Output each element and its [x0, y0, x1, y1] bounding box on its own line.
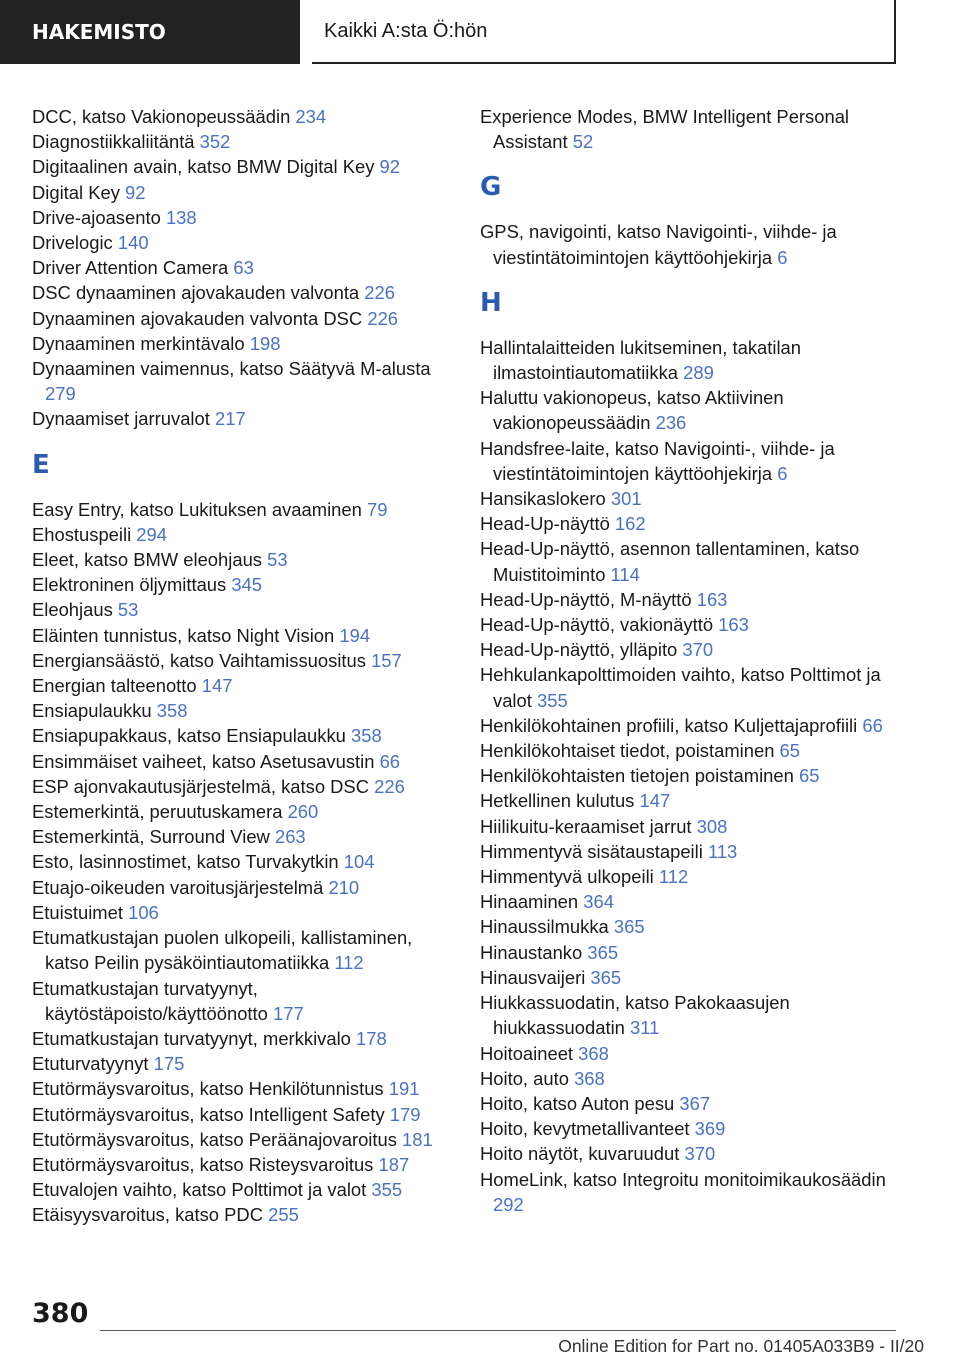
- section-heading: [312, 0, 896, 64]
- index-entry-term: Esto, lasinnostimet, katso Turvakytkin: [32, 851, 339, 873]
- index-entry-page-link[interactable]: 364: [583, 891, 614, 913]
- index-entry-term: Head-Up-näyttö, vakionäyttö: [480, 614, 714, 636]
- index-entry: [32, 1102, 452, 1127]
- index-entry: [480, 1066, 900, 1091]
- index-entry: [32, 875, 452, 900]
- index-entry-page-link[interactable]: 234: [295, 106, 327, 127]
- index-entry: [480, 965, 900, 990]
- page-number: 380: [32, 1298, 89, 1329]
- index-entry-page-link[interactable]: 140: [117, 232, 149, 254]
- index-entry: [32, 547, 452, 572]
- index-entry-term: Dynaaminen merkintävalo: [32, 332, 245, 354]
- index-entry-page-link[interactable]: 106: [128, 901, 159, 923]
- index-entry-page-link[interactable]: 308: [696, 815, 728, 837]
- index-entry-page-link[interactable]: 147: [639, 790, 671, 812]
- index-entry: [480, 1091, 900, 1116]
- index-entry-page-link[interactable]: 175: [153, 1053, 185, 1075]
- index-entry-page-link[interactable]: 368: [574, 1067, 605, 1089]
- index-entry: [32, 154, 452, 179]
- index-entry: [480, 839, 900, 864]
- index-entry-term: Hallintalaitteiden lukitseminen, takatilan ilmastointiautomatiikka: [480, 336, 801, 384]
- index-entry-page-link[interactable]: 226: [374, 775, 405, 797]
- index-entry-term: Digital Key: [32, 181, 120, 203]
- index-entry-term: Hoito, auto: [480, 1067, 569, 1089]
- index-entry-page-link[interactable]: 292: [493, 1193, 524, 1215]
- index-entry: [32, 1076, 452, 1101]
- index-entry-page-link[interactable]: 6: [777, 462, 788, 484]
- index-entry-page-link[interactable]: 358: [156, 700, 188, 722]
- index-letter-heading: G: [480, 172, 502, 203]
- index-entry-page-link[interactable]: 179: [389, 1103, 421, 1125]
- index-entry-term: Hinausvaijeri: [480, 966, 586, 988]
- index-entry: [480, 612, 900, 637]
- index-entry-term: Henkilökohtaisten tietojen poistaminen: [480, 765, 794, 787]
- index-entry: [480, 990, 900, 1040]
- index-entry-page-link[interactable]: 53: [117, 599, 139, 621]
- index-entry-term: Hinaussilmukka: [480, 916, 609, 938]
- index-entry: [480, 536, 900, 586]
- index-entry: [480, 637, 900, 662]
- index-entry-term: Hetkellinen kulutus: [480, 790, 635, 812]
- index-entry-term: Hoito, katso Auton pesu: [480, 1092, 675, 1114]
- index-entry-page-link[interactable]: 112: [658, 866, 689, 888]
- index-entry-page-link[interactable]: 294: [136, 523, 167, 545]
- index-entry-page-link[interactable]: 191: [388, 1078, 420, 1100]
- index-entry: [480, 219, 900, 269]
- index-entry: [32, 597, 452, 622]
- index-entry: [480, 1141, 900, 1166]
- index-entry-term: Driver Attention Camera: [32, 257, 229, 279]
- index-entry: [480, 814, 900, 839]
- index-entry: [480, 738, 900, 763]
- index-entry-term: Himmentyvä sisätaustapeili: [480, 840, 703, 862]
- index-entry: [32, 648, 452, 673]
- index-entry-page-link[interactable]: 92: [379, 156, 401, 178]
- index-entry-term: Etumatkustajan turvatyynyt, merkkivalo: [32, 1027, 351, 1049]
- index-entry-term: Henkilökohtainen profiili, katso Kuljettajaprofiili: [480, 714, 858, 736]
- index-entry-page-link[interactable]: 345: [231, 574, 263, 596]
- index-entry: [480, 763, 900, 788]
- index-entry-term: Ensiapulaukku: [32, 700, 152, 722]
- index-entry-term: Estemerkintä, Surround View: [32, 826, 270, 848]
- index-entry-term: DSC dynaaminen ajovakauden valvonta: [32, 282, 360, 304]
- index-entry-term: Etuturvatyynyt: [32, 1053, 149, 1075]
- index-entry: [480, 385, 900, 435]
- index-entry-term: Estemerkintä, peruutuskamera: [32, 801, 283, 823]
- index-entry: [32, 306, 452, 331]
- index-entry-page-link[interactable]: 355: [536, 689, 568, 711]
- index-entry-page-link[interactable]: 177: [273, 1002, 304, 1024]
- index-entry: [32, 572, 452, 597]
- index-entry: [32, 749, 452, 774]
- index-entry-term: GPS, navigointi, katso Navigointi-, viihde- ja viestintätoimintojen käyttöohjekirja: [480, 221, 837, 268]
- index-column-right: [480, 104, 900, 1217]
- index-entry-page-link[interactable]: 162: [614, 513, 646, 535]
- index-entry-page-link[interactable]: 114: [610, 563, 640, 585]
- index-entry-term: DCC, katso Vakionopeussäädin: [32, 106, 291, 127]
- index-entry-term: Hoito näytöt, kuvaruudut: [480, 1143, 680, 1165]
- index-entry: [32, 356, 452, 406]
- index-entry: [480, 104, 900, 154]
- index-entry: [32, 799, 452, 824]
- index-entry-page-link[interactable]: 52: [572, 131, 594, 153]
- index-entry: [480, 864, 900, 889]
- index-entry-term: Haluttu vakionopeus, katso Aktiivinen vakionopeussäädin: [480, 387, 784, 434]
- index-entry-term: HomeLink, katso Integroitu monitoimikaukosäädin: [480, 1168, 886, 1190]
- index-entry-page-link[interactable]: 370: [682, 639, 714, 661]
- index-entry-page-link[interactable]: 92: [125, 181, 146, 203]
- index-entry: [480, 889, 900, 914]
- index-entry: [32, 824, 452, 849]
- index-entry: [32, 698, 452, 723]
- index-entry: [480, 1116, 900, 1141]
- index-entry-term: Hiukkassuodatin, katso Pakokaasujen hiukkassuodatin: [480, 992, 790, 1039]
- index-entry-term: ESP ajonvakautusjärjestelmä, katso DSC: [32, 775, 369, 797]
- index-entry: [32, 180, 452, 205]
- index-entry-page-link[interactable]: 365: [587, 941, 619, 963]
- index-entry: [32, 1202, 452, 1227]
- index-entry-term: Etumatkustajan turvatyynyt, käytöstäpoisto/käyttöönotto: [32, 977, 268, 1024]
- index-entry-page-link[interactable]: 369: [694, 1118, 726, 1140]
- index-entry: [480, 914, 900, 939]
- index-entry-term: Hiilikuitu-keraamiset jarrut: [480, 815, 692, 837]
- index-entry-term: Head-Up-näyttö: [480, 513, 610, 535]
- index-entry-page-link[interactable]: 138: [165, 206, 197, 228]
- index-entry-term: Drive-ajoasento: [32, 206, 161, 228]
- index-entry-page-link[interactable]: 365: [590, 966, 622, 988]
- index-entry-page-link[interactable]: 279: [45, 383, 76, 405]
- index-entry-term: Dynaamiset jarruvalot: [32, 408, 210, 430]
- index-entry-term: Diagnostiikkaliitäntä: [32, 131, 195, 153]
- section-tab-label: HAKEMISTO: [32, 20, 166, 44]
- index-entry-term: Ensiapupakkaus, katso Ensiapulaukku: [32, 725, 346, 747]
- index-entry: [32, 104, 452, 129]
- index-letter-heading: E: [32, 449, 50, 480]
- index-entry-page-link[interactable]: 163: [718, 614, 749, 636]
- index-entry: [480, 788, 900, 813]
- index-entry: [32, 255, 452, 280]
- index-entry-term: Etuistuimet: [32, 901, 123, 923]
- index-entry: [32, 673, 452, 698]
- index-entry-page-link[interactable]: 367: [679, 1092, 711, 1114]
- index-entry: [32, 1177, 452, 1202]
- index-entry: [32, 774, 452, 799]
- index-entry-term: Hoitoaineet: [480, 1042, 574, 1064]
- index-entry-term: Dynaaminen ajovakauden valvonta DSC: [32, 307, 363, 329]
- index-entry-term: Energian talteenotto: [32, 675, 197, 697]
- index-entry-page-link[interactable]: 210: [328, 876, 360, 898]
- index-entry: [32, 205, 452, 230]
- index-entry-page-link[interactable]: 226: [364, 282, 395, 304]
- index-entry: [480, 662, 900, 712]
- index-entry-page-link[interactable]: 63: [233, 257, 254, 279]
- index-entry-page-link[interactable]: 217: [214, 408, 246, 430]
- index-entry-page-link[interactable]: 301: [610, 488, 642, 510]
- index-entry-page-link[interactable]: 236: [655, 412, 687, 434]
- index-entry-page-link[interactable]: 66: [862, 714, 883, 736]
- index-entry: [32, 1051, 452, 1076]
- index-entry: [32, 976, 452, 1026]
- index-entry: [32, 280, 452, 305]
- index-entry: [480, 511, 900, 536]
- index-entry-term: Etutörmäysvaroitus, katso Henkilötunnistus: [32, 1078, 384, 1100]
- index-entry: [480, 1041, 900, 1066]
- index-entry-term: Head-Up-näyttö, asennon tallentaminen, katso Muistitoiminto: [480, 538, 860, 585]
- index-entry: [32, 1127, 452, 1152]
- index-entry-page-link[interactable]: 163: [696, 588, 728, 610]
- index-entry-page-link[interactable]: 113: [707, 840, 738, 862]
- index-entry: [32, 406, 452, 431]
- index-entry-page-link[interactable]: 226: [367, 307, 399, 329]
- section-heading-label: Kaikki A:sta Ö:hön: [324, 19, 488, 42]
- index-entry-term: Hoito, kevytmetallivanteet: [480, 1118, 690, 1140]
- index-entry-page-link[interactable]: 112: [334, 952, 364, 974]
- index-entry-page-link[interactable]: 194: [339, 624, 371, 646]
- index-entry-term: Drivelogic: [32, 232, 113, 254]
- index-entry-page-link[interactable]: 157: [371, 649, 402, 671]
- index-entry-term: Etuajo-oikeuden varoitusjärjestelmä: [32, 876, 324, 898]
- index-entry-term: Handsfree-laite, katso Navigointi-, viihde- ja viestintätoimintojen käyttöohjekirja: [480, 437, 835, 484]
- index-entry-term: Hehkulankapolttimoiden vaihto, katso Polttimot ja valot: [480, 664, 881, 711]
- index-entry-term: Ehostuspeili: [32, 523, 132, 545]
- index-entry: [480, 940, 900, 965]
- index-entry-page-link[interactable]: 104: [343, 851, 375, 873]
- index-entry: [480, 436, 900, 486]
- index-entry-term: Head-Up-näyttö, ylläpito: [480, 639, 678, 661]
- index-entry-page-link[interactable]: 358: [351, 725, 382, 747]
- index-entry-page-link[interactable]: 178: [356, 1027, 387, 1049]
- index-entry-term: Henkilökohtaiset tiedot, poistaminen: [480, 740, 775, 762]
- index-entry: [32, 129, 452, 154]
- index-entry: [480, 486, 900, 511]
- index-entry: [480, 587, 900, 612]
- index-entry-page-link[interactable]: 355: [371, 1179, 403, 1201]
- index-entry-term: Himmentyvä ulkopeili: [480, 866, 654, 888]
- index-entry: [32, 849, 452, 874]
- index-entry-term: Easy Entry, katso Lukituksen avaaminen: [32, 498, 362, 520]
- index-entry: [480, 1167, 900, 1217]
- index-entry-term: Etutörmäysvaroitus, katso Risteysvaroitus: [32, 1153, 374, 1175]
- index-entry: [32, 1026, 452, 1051]
- index-entry-page-link[interactable]: 147: [201, 675, 233, 697]
- index-entry-page-link[interactable]: 368: [578, 1042, 609, 1064]
- index-entry-page-link[interactable]: 263: [274, 826, 306, 848]
- index-entry-term: Etumatkustajan puolen ulkopeili, kallistaminen, katso Peilin pysäköintiautomatiikka: [32, 927, 413, 974]
- index-entry-page-link[interactable]: 311: [630, 1017, 660, 1039]
- index-column-left: [32, 104, 452, 1228]
- index-entry-term: Hinaaminen: [480, 891, 579, 913]
- index-entry-term: Experience Modes, BMW Intelligent Personal Assistant: [480, 106, 850, 153]
- section-tab: [0, 0, 300, 64]
- index-entry-term: Elektroninen öljymittaus: [32, 574, 227, 596]
- index-entry-term: Digitaalinen avain, katso BMW Digital Key: [32, 156, 375, 178]
- index-entry-term: Ensimmäiset vaiheet, katso Asetusavustin: [32, 750, 375, 772]
- index-entry-page-link[interactable]: 198: [249, 332, 281, 354]
- footer-edition: Online Edition for Part no. 01405A033B9 - II/20: [558, 1336, 924, 1356]
- index-letter-heading: H: [480, 287, 502, 318]
- footer-divider: [100, 1330, 896, 1331]
- index-entry: [32, 497, 452, 522]
- index-entry: [32, 522, 452, 547]
- index-entry-term: Head-Up-näyttö, M-näyttö: [480, 588, 692, 610]
- index-entry-term: Etäisyysvaroitus, katso PDC: [32, 1204, 263, 1226]
- index-entry: [32, 331, 452, 356]
- index-entry-term: Energiansäästö, katso Vaihtamissuositus: [32, 649, 366, 671]
- index-entry-page-link[interactable]: 66: [379, 750, 401, 772]
- index-entry-page-link[interactable]: 352: [199, 131, 231, 153]
- index-entry-page-link[interactable]: 370: [684, 1143, 716, 1165]
- index-entry-term: Eleohjaus: [32, 599, 113, 621]
- index-entry: [32, 925, 452, 975]
- index-entry-page-link[interactable]: 79: [366, 498, 388, 520]
- index-entry-term: Eläinten tunnistus, katso Night Vision: [32, 624, 335, 646]
- index-entry-page-link[interactable]: 255: [268, 1204, 299, 1226]
- index-entry-page-link[interactable]: 6: [777, 246, 788, 268]
- index-entry-page-link[interactable]: 365: [613, 916, 645, 938]
- index-entry: [32, 230, 452, 255]
- index-entry-term: Hansikaslokero: [480, 488, 606, 510]
- index-entry-page-link[interactable]: 260: [287, 801, 319, 823]
- index-entry-term: Dynaaminen vaimennus, katso Säätyvä M-alusta: [32, 358, 431, 380]
- index-entry-page-link[interactable]: 181: [402, 1128, 433, 1150]
- index-entry-page-link[interactable]: 65: [798, 765, 820, 787]
- index-entry: [480, 335, 900, 385]
- index-entry-page-link[interactable]: 53: [267, 549, 288, 571]
- index-entry-term: Etutörmäysvaroitus, katso Peräänajovaroitus: [32, 1128, 397, 1150]
- index-entry-term: Eleet, katso BMW eleohjaus: [32, 549, 262, 571]
- index-entry: [32, 723, 452, 748]
- index-entry-page-link[interactable]: 289: [683, 362, 714, 384]
- index-entry: [32, 900, 452, 925]
- index-entry: [32, 623, 452, 648]
- index-entry: [480, 713, 900, 738]
- index-entry: [32, 1152, 452, 1177]
- index-entry-page-link[interactable]: 187: [378, 1153, 410, 1175]
- index-entry-page-link[interactable]: 65: [779, 740, 801, 762]
- index-entry-term: Etuvalojen vaihto, katso Polttimot ja valot: [32, 1179, 367, 1201]
- index-entry-term: Hinaustanko: [480, 941, 583, 963]
- index-entry-term: Etutörmäysvaroitus, katso Intelligent Safety: [32, 1103, 385, 1125]
